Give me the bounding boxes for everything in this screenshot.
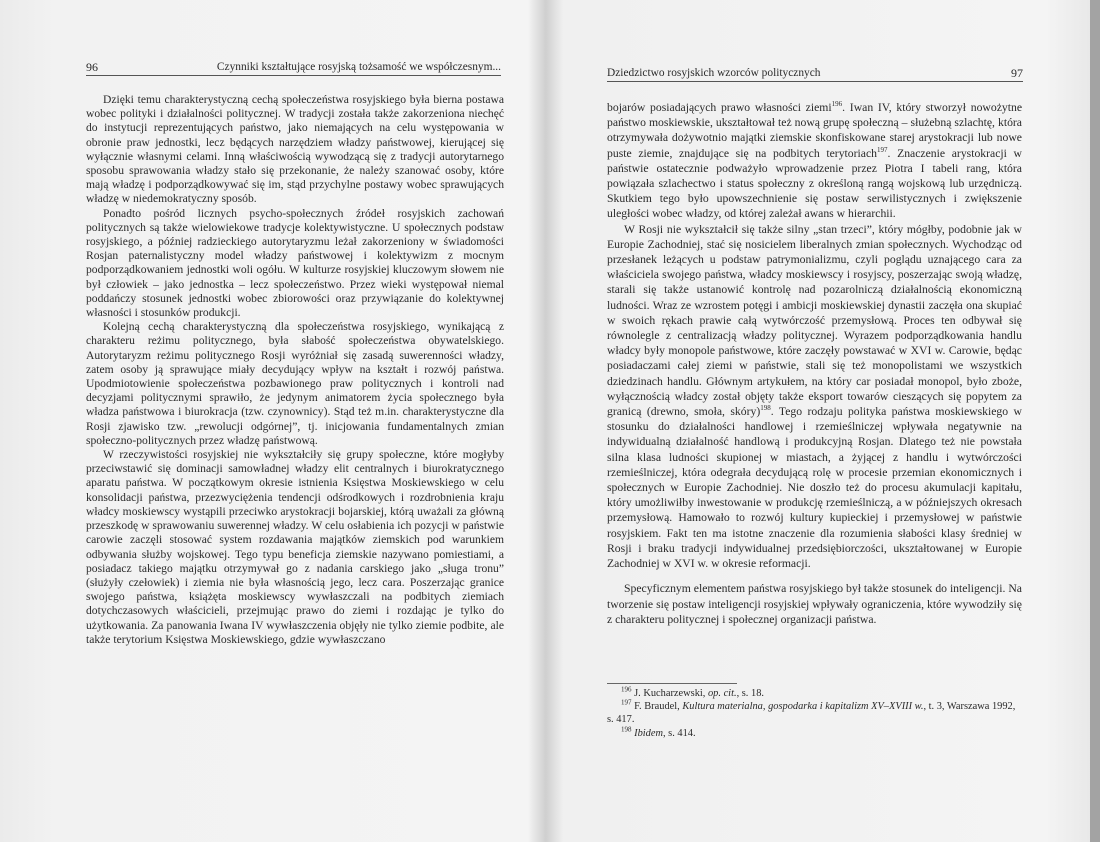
text-run: . Znaczenie arystokracji w państwie ostatecznie podważyło wprowadzenie przez Piotra I tabeli rang, która powiązała szlachectwo i status społeczny z określoną rangą wojskową lub urzędniczą. Skutkiem tego było upowszechnienie się postaw serwilistycznych i zwiększenie uległości wobec władzy, od której zależał awans w hierarchii. <box>607 146 1022 221</box>
footnote-rule <box>607 683 737 684</box>
left-body-text <box>86 93 504 647</box>
text-run: . Iwan IV, który stworzył nowożytne państwo moskiewskie, ukształtował też nową grupę społeczną – służebną szlachtę, która otrzymywała dożywotnio majątki ziemskie skonfiskowane starej arystokracji lub nowe puste ziemie, znajdujące się na podbitych terytoriach <box>607 101 1023 160</box>
footnote-text: , t. 3, Warszawa 1992, s. 417. <box>607 701 1016 726</box>
left-paragraph: Dzięki temu charakterystyczną cechą społeczeństwa rosyjskiego była bierna postawa wobec polityki i działalności politycznej. W tradycji została także zakorzeniona niechęć do instytucji reprezentujących państwo, jako niemających na celu występowania w obronie praw jednostki, lecz będących narzędziem władzy państwowej, kierującej się wyłącznie własnymi celami. Inną właściwością wywodzącą się z tradycji autorytarnego sposobu sprawowania władzy stało się przekonanie, że należy szanować osoby, które mają władzę i podporządkowywać się im, stąd przychylne postawy wobec sprawujących władzę w niedemokratyczny sposób. <box>86 93 504 206</box>
right-page-number: 97 <box>1011 66 1023 80</box>
right-running-header <box>607 66 1023 82</box>
right-running-head: Dziedzictwo rosyjskich wzorców politycznych <box>607 67 821 79</box>
right-page <box>551 0 1100 842</box>
left-running-header <box>86 60 501 76</box>
left-page-number: 96 <box>86 60 98 74</box>
footnote-title: Kultura materialna, gospodarka i kapitalizm XV–XVIII w. <box>682 701 924 713</box>
footnotes <box>607 683 1022 740</box>
footnote-text: , s. 414. <box>662 727 696 739</box>
footnote-ref: 197 <box>877 145 888 154</box>
right-paragraph: Specyficznym elementem państwa rosyjskiego był także stosunek do inteligencji. Na tworzenie się postaw inteligencji rosyjskiej wpływały ograniczenia, które wywodziły się z charakteru politycznej i społecznej organizacji państwa. <box>607 582 1022 626</box>
scan-edge <box>1090 0 1100 842</box>
left-page <box>0 0 549 842</box>
right-paragraph <box>607 222 1022 572</box>
footnote-ref: 198 <box>760 404 771 413</box>
footnote-number: 198 <box>621 725 632 734</box>
footnote-ref: 196 <box>831 100 843 109</box>
left-paragraph: Kolejną cechą charakterystyczną dla społeczeństwa rosyjskiego, wynikającą z charakteru reżimu politycznego, była słabość społeczeństwa obywatelskiego. Autorytaryzm reżimu politycznego Rosji wyróżniał się zasadą suwerenności władzy, zatem osoby ją sprawujące miały decydujący wpływ na kształt i rozwój państwa. Upodmiotowienie społeczeństwa pozbawionego praw politycznych i kontroli nad decyzjami politycznymi sprawiło, że jedynym animatorem życia społecznego była władza państwowa i biurokracja (tzw. czynowniсy). Stąd też m.in. charakterystyczne dla Rosji zjawisko tzw. „rewolucji odgórnej”, tj. inicjowania fundamentalnych zmian społeczno-politycznych przez władzę państwową. <box>86 320 504 447</box>
footnote <box>607 727 1022 740</box>
left-running-head: Czynniki kształtujące rosyjską tożsamość we współczesnym... <box>216 61 501 73</box>
right-paragraph <box>607 100 1022 222</box>
footnote-text: F. Braudel, <box>634 701 683 713</box>
left-paragraph: W rzeczywistości rosyjskiej nie wykształciły się grupy społeczne, które mogłyby przeciwstawić się dominacji samowładnej władzy elit centralnych i biurokratycznego aparatu państwa. W początkowym okresie istnienia Księstwa Moskiewskiego w celu konsolidacji państwa, przezwyciężenia tendencji odśrodkowych i rozdrobnienia kraju władcy moskiewscy wystąpili przeciwko arystokracji bojarskiej, którą uważali za główną przeszkodę w sprawowaniu suwerennej władzy. W celu osłabienia ich pozycji w państwie carowie zaczęli stosować system rozdawania majątków ziemskich pod warunkiem odbywania służby wojskowej. Tego typu beneficja ziemskie nazywano pomiestiami, a posiadacz takiego majątku otrzymywał go z nadania carskiego jako „sługa tronu” (służyły czełowiek) i ziemia nie była własnością jego, lecz cara. Poszerzając granice swojego państwa, książęta moskiewscy wywłaszczali na podbitych ziemiach dotychczasowych właścicieli, przejmując prawo do ziemi i rozdając je tylko do użytkowania. Za panowania Iwana IV wywłaszczenia objęły nie tylko ziemie podbite, ale także terytorium Księstwa Moskiewskiego, gdzie wywłaszczano <box>86 448 504 646</box>
footnote-title: op. cit. <box>707 688 737 699</box>
footnote-number: 196 <box>621 685 632 694</box>
footnote <box>607 687 1022 700</box>
footnote <box>607 700 1022 726</box>
footnote-text: J. Kucharzewski, <box>634 688 708 699</box>
right-body-text <box>607 100 1022 627</box>
text-run: W Rosji nie wykształcił się także silny „stan trzeci”, który mógłby, podobnie jak w Europie Zachodniej, stać się nosicielem liberalnych zmian społecznych. Wychodząc od przesłanek leżących u podstaw patrymonializmu, czyli poglądu uznającego cara za właściciela swojego państwa, władcy moskiewscy i rosyjscy, poszerzając swoją władzę, starali się także ustanowić kontrolę nad pozarolniczą działalnością ekonomiczną ludności. Wraz ze wzrostem potęgi i ambicji moskiewskiej dynastii zaczęła ona skupiać w swoich rękach prawie całą wytwórczość przemysłową. Proces ten odbywał się równolegle z centralizacją władzy politycznej. Wyrazem podporządkowania handlu władcy były monopole państwowe, które zaczęły powstawać w XVI w. Carowie, będąc posiadaczami całej ziemi w państwie, stali się też monopolistami we wszystkich dziedzinach handlu. Głównym artykułem, na który car posiadał monopol, było zboże, wyłącznością władcy został objęty także eksport towarów cieszących się popytem za granicą (drewno, smoła, skóry) <box>607 222 1022 419</box>
text-run: . Tego rodzaju polityka państwa moskiewskiego w stosunku do działalności handlowej i rzemieślniczej wpływała negatywnie na indywidualną działalność handlową i produkcyjną Rosjan. Dlatego też nie powstała silna klasa ludności skupionej w miastach, a żyjącej z handlu i wytwórczości rzemieślniczej, która odegrała decydującą rolę w procesie przemian ekonomicznych i społecznych w Europie Zachodniej. Nie doszło też do procesu akumulacji kapitału, który umożliwiłby inwestowanie w produkcję rzemieślniczą, a w późniejszych okresach przemysłową. Hamowało to rozwój kultury kupieckiej i przemysłowej w państwie rosyjskiem. Fakt ten ma istotne znaczenie dla rozumienia słabości klasy średniej w Rosji i braku tradycji indywidualnej przedsiębiorczości, ukształtowanej w Europie Zachodniej w XVI w. w okresie reformacji. <box>607 405 1022 571</box>
footnote-number: 197 <box>621 698 632 707</box>
text-run: bojarów posiadających prawo własności ziemi <box>607 101 832 114</box>
footnote-title: Ibidem <box>634 727 663 739</box>
left-paragraph: Ponadto pośród licznych psycho-społecznych źródeł rosyjskich zachowań politycznych są także wielowiekowe tradycje kolektywistyczne. U społecznych podstaw rosyjskiego, a później radzieckiego autorytaryzmu leżał zakorzeniony w świadomości Rosjan paternalistyczny model władzy państwowej i kolektywizm z mocnym podporządkowaniem jednostki woli ogółu. W kulturze rosyjskiej kluczowym słowem nie był człowiek – jako jednostka – lecz społeczeństwo. Przez wieki występował niemal poddańczy stosunek jednostki wobec zbiorowości oraz przywiązanie do kolektywnej własności i stosunków produkcji. <box>86 206 504 320</box>
footnote-text: , s. 18. <box>736 688 764 699</box>
